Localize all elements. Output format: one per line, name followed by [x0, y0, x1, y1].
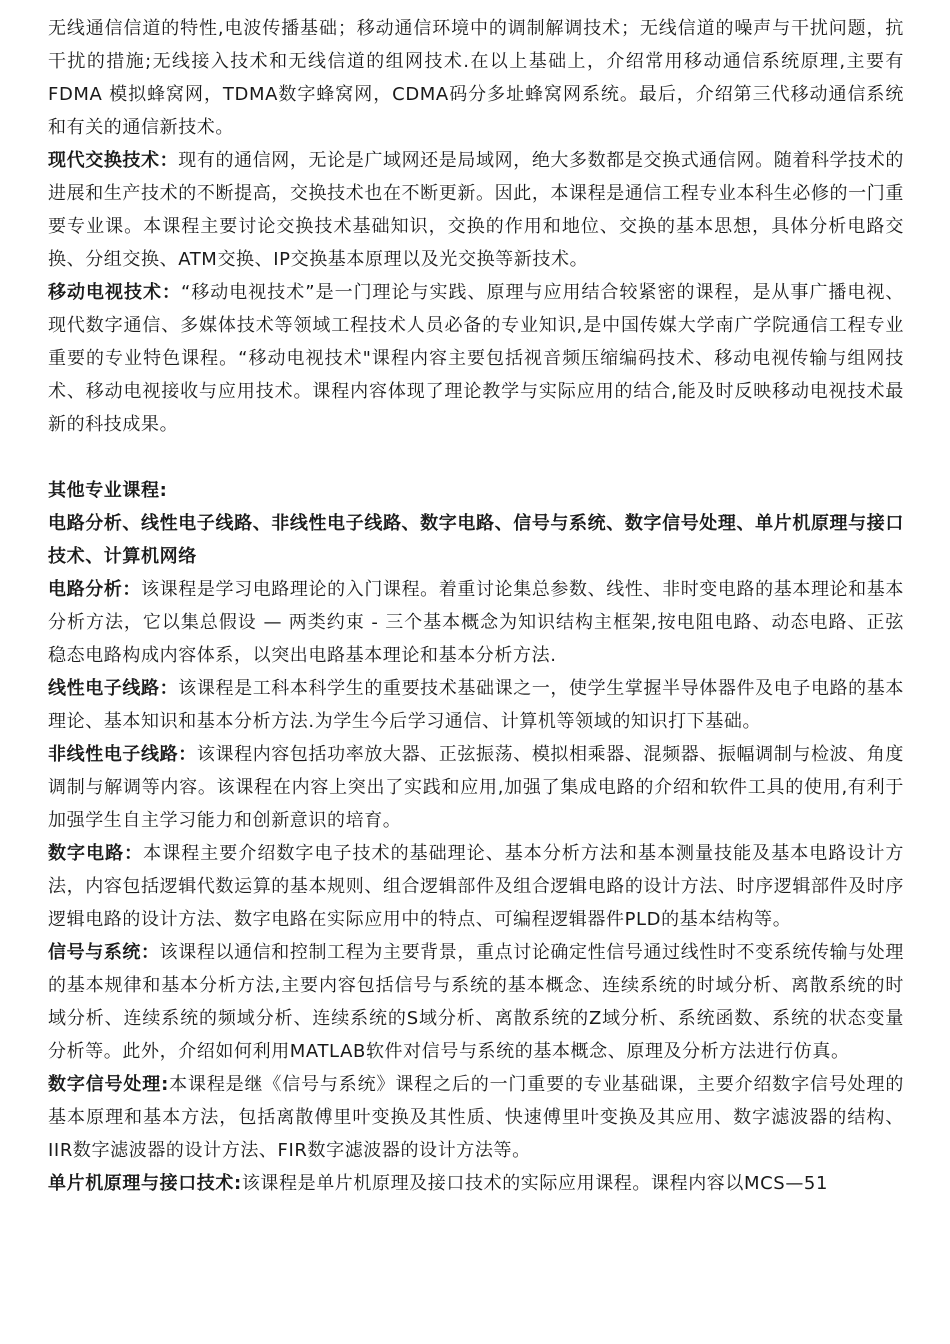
course-description: 本课程是继《信号与系统》课程之后的一门重要的专业基础课，主要介绍数字信号处理的基本原理和基本方法，包括离散傅里叶变换及其性质、快速傅里叶变换及其应用、数字滤波器的结构、IIR数字滤波器的设计方法、FIR数字滤波器的设计方法等。 — [48, 1074, 904, 1161]
course-description: 该课程是工科本科学生的重要技术基础课之一，使学生掌握半导体器件及电子电路的基本理论、基本知识和基本分析方法.为学生今后学习通信、计算机等领域的知识打下基础。 — [48, 678, 904, 732]
course-paragraph-circuit-analysis — [48, 573, 904, 672]
course-description: 本课程主要介绍数字电子技术的基础理论、基本分析方法和基本测量技能及基本电路设计方法，内容包括逻辑代数运算的基本规则、组合逻辑部件及组合逻辑电路的设计方法、时序逻辑部件及时序逻辑电路的设计方法、数字电路在实际应用中的特点、可编程逻辑器件PLD的基本结构等。 — [48, 843, 905, 930]
intro-paragraph: 无线通信信道的特性,电波传播基础；移动通信环境中的调制解调技术；无线信道的噪声与干扰问题，抗干扰的措施;无线接入技术和无线信道的组网技术.在以上基础上，介绍常用移动通信系统原理,主要有FDMA 模拟蜂窝网，TDMA数字蜂窝网，CDMA码分多址蜂窝网系统。最后，介绍第三代移动通信系统和有关的通信新技术。 — [48, 18, 904, 138]
course-title: 线性电子线路： — [48, 678, 179, 699]
course-description: 该课程内容包括功率放大器、正弦振荡、模拟相乘器、混频器、振幅调制与检波、角度调制与解调等内容。该课程在内容上突出了实践和应用,加强了集成电路的介绍和软件工具的使用,有利于加强学生自主学习能力和创新意识的培育。 — [48, 744, 904, 831]
course-title: 移动电视技术： — [48, 282, 181, 303]
course-list: 电路分析、线性电子线路、非线性电子线路、数字电路、信号与系统、数字信号处理、单片机原理与接口技术、计算机网络 — [48, 513, 904, 567]
course-description: 该课程以通信和控制工程为主要背景，重点讨论确定性信号通过线性时不变系统传输与处理的基本规律和基本分析方法,主要内容包括信号与系统的基本概念、连续系统的时域分析、离散系统的时域分析、连续系统的频域分析、连续系统的S域分析、离散系统的Z域分析、系统函数、系统的状态变量分析等。此外，介绍如何利用MATLAB软件对信号与系统的基本概念、原理及分析方法进行仿真。 — [48, 942, 904, 1062]
blank-line — [48, 441, 904, 474]
course-paragraph-mcu — [48, 1167, 904, 1200]
section-heading: 其他专业课程: — [48, 480, 168, 501]
course-title: 单片机原理与接口技术: — [48, 1173, 242, 1194]
course-title: 信号与系统： — [48, 942, 160, 963]
course-title: 数字电路： — [48, 843, 144, 864]
course-paragraph-mobile-tv — [48, 276, 904, 441]
course-title: 现代交换技术： — [48, 150, 179, 171]
course-title: 电路分析： — [48, 579, 142, 600]
course-description: “移动电视技术”是一门理论与实践、原理与应用结合较紧密的课程，是从事广播电视、现代数字通信、多媒体技术等领域工程技术人员必备的专业知识,是中国传媒大学南广学院通信工程专业重要的专业特色课程。“移动电视技术"课程内容主要包括视音频压缩编码技术、移动电视传输与组网技术、移动电视接收与应用技术。课程内容体现了理论教学与实际应用的结合,能及时反映移动电视技术最新的科技成果。 — [48, 282, 905, 435]
course-title: 数字信号处理: — [48, 1074, 169, 1095]
course-paragraph-digital-circuits — [48, 837, 904, 936]
course-description: 现有的通信网，无论是广域网还是局域网，绝大多数都是交换式通信网。随着科学技术的进展和生产技术的不断提高，交换技术也在不断更新。因此，本课程是通信工程专业本科生必修的一门重要专业课。本课程主要讨论交换技术基础知识，交换的作用和地位、交换的基本思想，具体分析电路交换、分组交换、ATM交换、IP交换基本原理以及光交换等新技术。 — [48, 150, 904, 270]
course-paragraph-dsp — [48, 1068, 904, 1167]
course-paragraph-linear-electronics — [48, 672, 904, 738]
course-paragraph-signals-systems — [48, 936, 904, 1068]
course-paragraph-switching — [48, 144, 904, 276]
course-description: 该课程是学习电路理论的入门课程。着重讨论集总参数、线性、非时变电路的基本理论和基本分析方法，它以集总假设 — 两类约束 - 三个基本概念为知识结构主框架,按电阻电路、动态电路、正弦稳态电路构成内容体系，以突出电路基本理论和基本分析方法. — [48, 579, 904, 666]
course-description: 该课程是单片机原理及接口技术的实际应用课程。课程内容以MCS—51 — [241, 1173, 829, 1194]
course-title: 非线性电子线路： — [48, 744, 197, 765]
course-paragraph-nonlinear-electronics — [48, 738, 904, 837]
